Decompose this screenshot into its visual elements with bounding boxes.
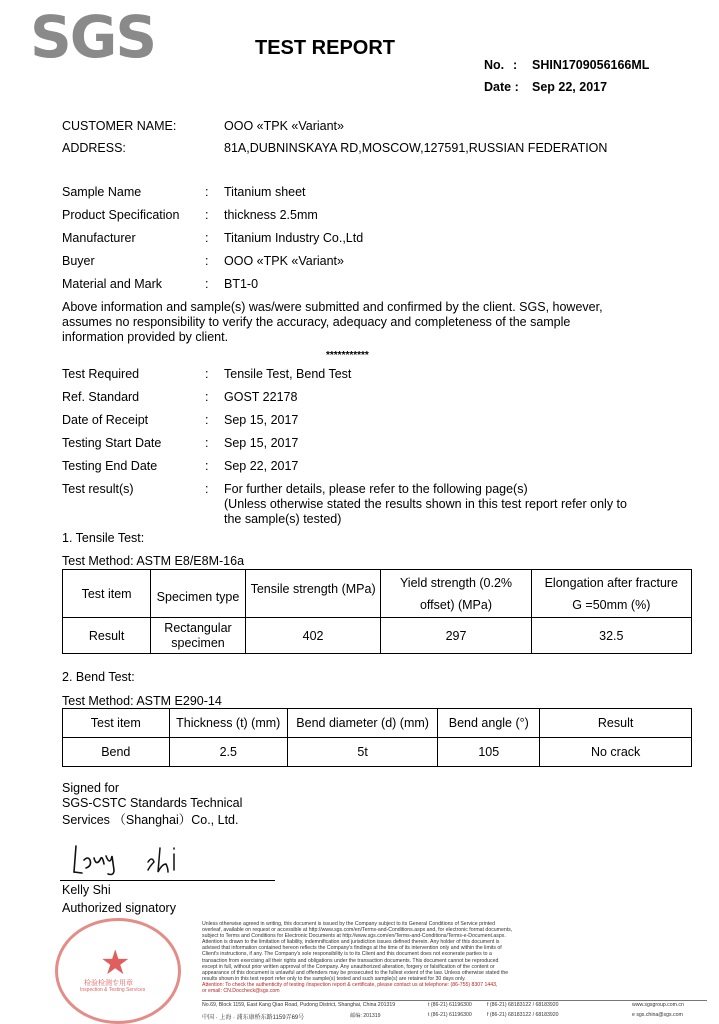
- footer-line: Client's instructions, if any. The Company's sole responsibility is to its Client and this document does not exonerate parties to a: [202, 951, 492, 958]
- test-info-value: Sep 15, 2017: [224, 436, 299, 450]
- sgs-logo: SGS: [30, 3, 156, 71]
- test-result-line: the sample(s) tested): [224, 512, 342, 526]
- footer-line: Unless otherwise agreed in writing, this document is issued by the Company subject to its General Conditions of Service printed: [202, 921, 495, 927]
- table-header-cell: Bend angle (°): [438, 709, 540, 738]
- test-info-label: Testing End Date: [62, 459, 158, 473]
- table-header-cell: Test item: [63, 570, 151, 618]
- colon: :: [205, 254, 209, 268]
- footer-line: Attention is drawn to the limitation of liability, indemnification and jurisdiction issues defined therein. Any holder of this document is: [202, 939, 500, 946]
- sample-label: Material and Mark: [62, 277, 163, 291]
- tensile-table: [62, 569, 692, 654]
- footer-line: or email: CN.Doccheck@sgs.com: [202, 988, 280, 995]
- table-row: [63, 738, 692, 767]
- footer-line: subject to Terms and Conditions for Electronic Documents at http://www.sgs.com/en/Terms-and-Conditions/Terms-e-Document.aspx.: [202, 933, 506, 940]
- colon: :: [205, 277, 209, 291]
- test-info-value: Sep 22, 2017: [224, 459, 299, 473]
- tensile-heading: 1. Tensile Test:: [62, 531, 145, 545]
- table-cell: 5t: [287, 738, 437, 767]
- signing-org: SGS-CSTC Standards Technical: [62, 796, 243, 810]
- test-info-label: Test Required: [62, 367, 140, 381]
- report-no-value: SHIN1709056166ML: [532, 58, 650, 72]
- stamp-text: 检验检测专用章: [84, 980, 133, 987]
- table-header-cell: Result: [540, 709, 692, 738]
- table-header-cell: Specimen type: [151, 570, 246, 618]
- colon: :: [205, 208, 209, 222]
- table-row: [63, 618, 692, 654]
- colon: :: [513, 58, 518, 72]
- signed-for: Signed for: [62, 781, 119, 795]
- disclaimer-line: Above information and sample(s) was/were submitted and confirmed by the client. SGS, however,: [62, 300, 603, 314]
- signatory-role: Authorized signatory: [62, 901, 176, 915]
- signing-org: Services （Shanghai）Co., Ltd.: [62, 813, 239, 827]
- colon: :: [205, 231, 209, 245]
- footer-line: results shown in this test report refer only to the sample(s) tested and such sample(s) are retained for 30 days only.: [202, 975, 466, 982]
- footer-line: overleaf, available on request or accessible at http://www.sgs.com/en/Terms-and-Conditions.aspx and, for electronic format documents,: [202, 927, 513, 934]
- table-cell: 32.5: [531, 618, 691, 654]
- specimen-line: Rectangular: [164, 620, 232, 635]
- customer-name-value: OOO «TPK «Variant»: [224, 119, 344, 133]
- yield-header-line: Yield strength (0.2%: [399, 575, 513, 590]
- test-info-value: Sep 15, 2017: [224, 413, 299, 427]
- footer-postcode: 邮编: 201319: [350, 1013, 381, 1019]
- address-label: ADDRESS:: [62, 141, 126, 155]
- table-cell: No crack: [540, 738, 692, 767]
- footer-web: www.sgsgroup.com.cn: [632, 1002, 684, 1008]
- table-header-row: [63, 570, 692, 618]
- address-value: 81A,DUBNINSKAYA RD,MOSCOW,127591,RUSSIAN FEDERATION: [224, 141, 608, 155]
- table-header-cell: [381, 570, 531, 618]
- report-no-label: No.: [484, 58, 505, 72]
- table-header-cell: Bend diameter (d) (mm): [287, 709, 437, 738]
- bend-table: [62, 708, 692, 767]
- table-cell: 2.5: [169, 738, 287, 767]
- footer-fax: f (86-21) 68183122 / 68183920: [487, 1002, 559, 1008]
- colon: :: [205, 482, 209, 496]
- test-info-label: Ref. Standard: [62, 390, 140, 404]
- separator: ***********: [326, 350, 369, 361]
- sample-value: OOO «TPK «Variant»: [224, 254, 344, 268]
- signature-line: [60, 880, 275, 881]
- table-cell: 402: [245, 618, 381, 654]
- yield-header-line: offset) (MPa): [419, 597, 492, 612]
- sample-label: Product Specification: [62, 208, 180, 222]
- specimen-line: specimen: [171, 635, 225, 650]
- signatory-name: Kelly Shi: [62, 883, 111, 897]
- footer-divider: [202, 1000, 707, 1001]
- colon: :: [205, 459, 209, 473]
- test-info-value: GOST 22178: [224, 390, 298, 404]
- table-header-cell: Test item: [63, 709, 170, 738]
- sample-value: Titanium Industry Co.,Ltd: [224, 231, 364, 245]
- table-header-row: [63, 709, 692, 738]
- test-info-label: Date of Receipt: [62, 413, 149, 427]
- footer-line: advised that information contained hereon reflects the Company's findings at the time of its intervention only and within the limits of: [202, 945, 502, 952]
- report-date-label: Date :: [484, 80, 519, 94]
- sample-label: Buyer: [62, 254, 95, 268]
- report-title: TEST REPORT: [255, 37, 396, 59]
- table-header-cell: Tensile strength (MPa): [245, 570, 381, 618]
- elongation-header-line: G =50mm (%): [572, 597, 651, 612]
- footer-line: Attention: To check the authenticity of testing /inspection report & certificate, please contact us at telephone: (86-755) 8307 1443,: [202, 981, 498, 988]
- footer-tel: t (86-21) 61196300: [428, 1012, 472, 1018]
- table-cell: Bend: [63, 738, 170, 767]
- footer-fax: f (86-21) 68183122 / 68183920: [487, 1012, 559, 1018]
- table-header-cell: Thickness (t) (mm): [169, 709, 287, 738]
- footer-line: appearance of this document is unlawful and offenders may be prosecuted to the fullest extent of the law. Unless otherwise stated the: [202, 969, 509, 976]
- customer-name-label: CUSTOMER NAME:: [62, 119, 177, 133]
- table-cell: Result: [63, 618, 151, 654]
- sample-value: thickness 2.5mm: [224, 208, 318, 222]
- table-cell: 297: [381, 618, 531, 654]
- tensile-method: Test Method: ASTM E8/E8M-16a: [62, 554, 245, 568]
- sample-label: Manufacturer: [62, 231, 136, 245]
- report-date-value: Sep 22, 2017: [532, 80, 608, 94]
- colon: :: [205, 390, 209, 404]
- test-info-label: Testing Start Date: [62, 436, 162, 450]
- colon: :: [205, 436, 209, 450]
- footer-line: except in full, without prior written approval of the Company. Any unauthorized alteration, forgery or falsification of the content or: [202, 963, 495, 970]
- sample-value: Titanium sheet: [224, 185, 306, 199]
- stamp-subtext: Inspection & Testing Services: [80, 987, 146, 993]
- stamp-star-icon: ★: [100, 944, 131, 982]
- bend-method: Test Method: ASTM E290-14: [62, 694, 222, 708]
- colon: :: [205, 185, 209, 199]
- disclaimer-line: information provided by client.: [62, 330, 229, 344]
- test-result-line: (Unless otherwise stated the results shown in this test report refer only to: [224, 497, 627, 511]
- test-result-label: Test result(s): [62, 482, 134, 496]
- test-result-line: For further details, please refer to the following page(s): [224, 482, 528, 496]
- colon: :: [205, 413, 209, 427]
- footer-email: e sgs.china@sgs.com: [632, 1012, 683, 1018]
- footer-terms: [202, 921, 707, 994]
- footer-tel: t (86-21) 61196300: [428, 1002, 472, 1008]
- table-cell: 105: [438, 738, 540, 767]
- handwritten-signature: [70, 842, 190, 882]
- table-header-cell: [531, 570, 691, 618]
- footer-address-cn: 中国 · 上海 · 浦东康桥东路1159弄69号: [202, 1015, 305, 1021]
- elongation-header-line: Elongation after fracture: [544, 575, 679, 590]
- sample-value: BT1-0: [224, 277, 259, 291]
- table-cell: [151, 618, 246, 654]
- footer-line: transaction from exercising all their rights and obligations under the transaction documents. This document cannot be reproduced: [202, 957, 499, 964]
- footer-address: No.69, Block 1159, East Kang Qiao Road, Pudong District, Shanghai, China 201319: [202, 1002, 396, 1008]
- bend-heading: 2. Bend Test:: [62, 670, 135, 684]
- test-info-value: Tensile Test, Bend Test: [224, 367, 352, 381]
- sample-label: Sample Name: [62, 185, 142, 199]
- colon: :: [205, 367, 209, 381]
- disclaimer-line: assumes no responsibility to verify the accuracy, adequacy and completeness of the sample: [62, 315, 571, 329]
